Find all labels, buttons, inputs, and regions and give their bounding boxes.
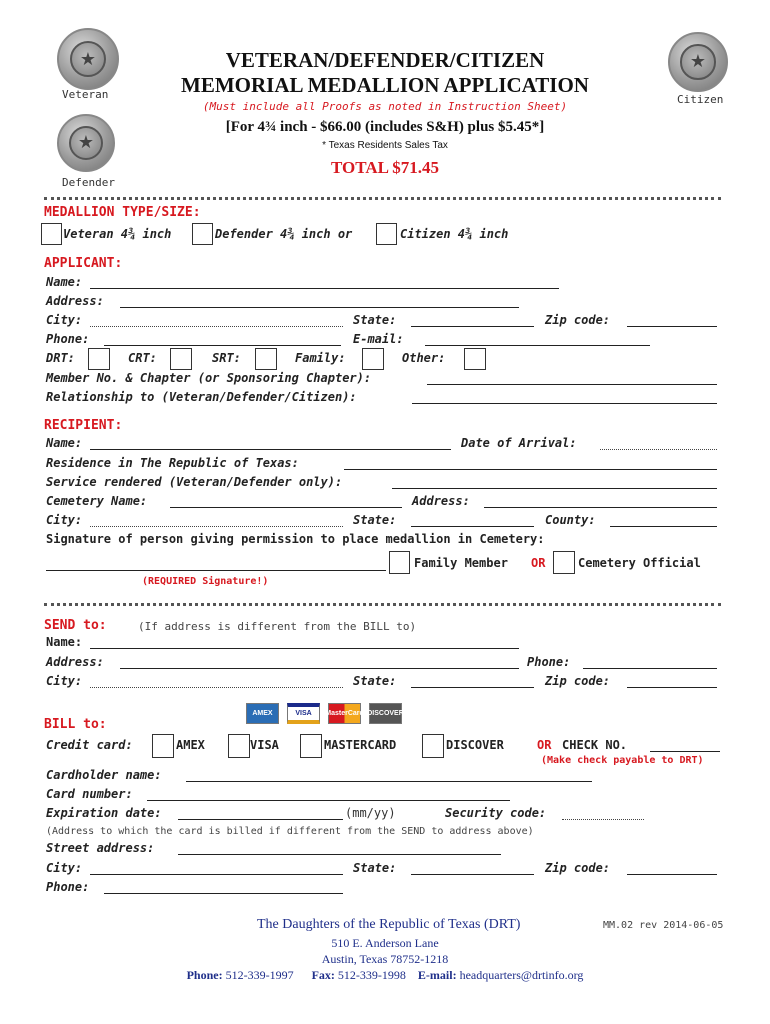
street-address-field[interactable] [178,854,501,855]
mastercard-logo-icon: MasterCard [328,703,361,724]
arrival-label: Date of Arrival: [461,436,577,450]
credit-card-label: Credit card: [46,738,133,752]
visa-label: VISA [250,738,279,752]
billing-address-note: (Address to which the card is billed if different from the SEND to address above) [46,826,534,837]
amex-logo-icon: AMEX [246,703,279,724]
drt-label: DRT: [46,351,75,365]
footer-fax-label: Fax: [311,968,335,982]
expiration-field[interactable] [178,819,343,820]
discover-label: DISCOVER [446,738,504,752]
citizen-checkbox[interactable] [376,223,397,245]
signature-prompt: Signature of person giving permission to place medallion in Cemetery: [46,532,545,546]
bill-state-label: State: [353,861,397,875]
footer-city: Austin, Texas 78752-1218 [321,952,449,966]
citizen-seal-icon: ★ [668,32,728,92]
citizen-seal-caption: Citizen [677,93,724,106]
service-label: Service rendered (Veteran/Defender only): [46,475,343,489]
send-phone-label: Phone: [527,655,571,669]
check-no-field[interactable] [650,751,720,752]
veteran-option-label: Veteran 4¾ inch [63,227,172,241]
applicant-phone-label: Phone: [46,332,90,346]
applicant-state-field[interactable] [411,326,534,327]
required-signature-note: (REQUIRED Signature!) [142,576,269,587]
service-field[interactable] [392,488,717,489]
residence-label: Residence in The Republic of Texas: [46,456,299,470]
footer-email-label: E-mail: [417,968,457,982]
member-chapter-field[interactable] [427,384,717,385]
applicant-name-field[interactable] [90,288,559,289]
send-address-label: Address: [46,655,104,669]
send-city-field[interactable] [90,687,343,688]
medallion-heading: MEDALLION TYPE/SIZE: [44,205,201,220]
cemetery-name-field[interactable] [170,507,402,508]
family-label: Family: [295,351,346,365]
footer-phone: 512-339-1997 [225,968,294,982]
bill-heading: BILL to: [44,717,107,732]
applicant-zip-label: Zip code: [545,313,611,327]
relationship-label: Relationship to (Veteran/Defender/Citizen): [46,390,357,404]
send-name-label: Name: [46,635,83,649]
proofs-note: (Must include all Proofs as noted in Instruction Sheet) [202,100,568,113]
bill-zip-field[interactable] [627,874,717,875]
bill-city-field[interactable] [90,874,343,875]
cardholder-label: Cardholder name: [46,768,162,782]
footer-street: 510 E. Anderson Lane [331,936,439,950]
security-code-field[interactable] [562,819,644,820]
crt-checkbox[interactable] [170,348,192,370]
card-number-field[interactable] [147,800,510,801]
bill-zip-label: Zip code: [545,861,611,875]
veteran-seal-icon: ★ [57,28,119,90]
relationship-field[interactable] [412,403,717,404]
citizen-option-label: Citizen 4¾ inch [400,227,509,241]
price-line: [For 4¾ inch - $66.00 (includes S&H) plus $5.45*] [225,119,545,135]
recipient-city-field[interactable] [90,526,343,527]
veteran-seal-caption: Veteran [62,88,109,101]
defender-option-label: Defender 4¾ inch or [215,227,353,241]
applicant-phone-field[interactable] [104,345,341,346]
total-amount: TOTAL $71.45 [330,158,439,177]
recipient-state-field[interactable] [411,526,534,527]
arrival-field[interactable] [600,449,717,450]
recipient-city-label: City: [46,513,83,527]
family-member-label: Family Member [414,556,508,570]
defender-seal-icon: ★ [57,114,115,172]
footer-fax: 512-339-1998 [337,968,406,982]
send-name-field[interactable] [90,648,519,649]
crt-label: CRT: [128,351,157,365]
amex-checkbox[interactable] [152,734,174,758]
bill-phone-field[interactable] [104,893,343,894]
cemetery-name-label: Cemetery Name: [46,494,148,508]
applicant-email-label: E-mail: [353,332,404,346]
footer-email[interactable]: headquarters@drtinfo.org [459,968,584,982]
expiration-label: Expiration date: [46,806,162,820]
family-member-checkbox[interactable] [389,551,410,574]
applicant-city-field[interactable] [90,326,343,327]
defender-checkbox[interactable] [192,223,213,245]
recipient-heading: RECIPIENT: [44,418,123,433]
security-code-label: Security code: [445,806,547,820]
county-label: County: [545,513,596,527]
form-title-line2: MEMORIAL MEDALLION APPLICATION [181,73,589,97]
other-checkbox[interactable] [464,348,486,370]
check-payable-note: (Make check payable to DRT) [541,755,704,766]
applicant-email-field[interactable] [425,345,650,346]
footer-phone-label: Phone: [186,968,223,982]
cemetery-address-field[interactable] [484,507,717,508]
send-note: (If address is different from the BILL to) [138,620,417,633]
or-label: OR [531,556,546,570]
footer-org: The Daughters of the Republic of Texas (DRT) [257,917,521,932]
applicant-zip-field[interactable] [627,326,717,327]
srt-checkbox[interactable] [255,348,277,370]
bill-phone-label: Phone: [46,880,90,894]
mastercard-checkbox[interactable] [300,734,322,758]
bill-city-label: City: [46,861,83,875]
recipient-state-label: State: [353,513,397,527]
applicant-city-label: City: [46,313,83,327]
defender-seal-caption: Defender [62,176,115,189]
other-label: Other: [402,351,446,365]
bill-state-field[interactable] [411,874,534,875]
footer-contact [0,968,770,983]
member-chapter-label: Member No. & Chapter (or Sponsoring Chapter): [46,371,372,385]
applicant-heading: APPLICANT: [44,256,123,271]
mastercard-label: MASTERCARD [324,738,397,752]
check-no-label: CHECK NO. [562,738,628,752]
send-heading: SEND to: [44,618,107,633]
residence-field[interactable] [344,469,717,470]
cemetery-address-label: Address: [412,494,470,508]
divider-middle [44,603,721,606]
cemetery-official-checkbox[interactable] [553,551,575,574]
recipient-name-field[interactable] [90,449,451,450]
discover-checkbox[interactable] [422,734,444,758]
signature-field[interactable] [46,570,386,571]
applicant-address-label: Address: [46,294,104,308]
check-or-label: OR [537,738,552,752]
mmyy-hint: (mm/yy) [345,806,396,820]
divider-top [44,197,721,200]
send-city-label: City: [46,674,83,688]
srt-label: SRT: [212,351,241,365]
county-field[interactable] [610,526,717,527]
applicant-address-field[interactable] [120,307,519,308]
family-checkbox[interactable] [362,348,384,370]
veteran-checkbox[interactable] [41,223,62,245]
applicant-state-label: State: [353,313,397,327]
drt-checkbox[interactable] [88,348,110,370]
send-state-field[interactable] [411,687,534,688]
cemetery-official-label: Cemetery Official [578,556,701,570]
send-address-field[interactable] [120,668,519,669]
tax-note: * Texas Residents Sales Tax [322,140,448,151]
card-number-label: Card number: [46,787,133,801]
form-title-line1: VETERAN/DEFENDER/CITIZEN [225,48,545,72]
amex-label: AMEX [176,738,205,752]
send-state-label: State: [353,674,397,688]
footer-revision: MM.02 rev 2014-06-05 [603,920,724,931]
discover-logo-icon: DISCOVER [369,703,402,724]
applicant-name-label: Name: [46,275,83,289]
send-phone-field[interactable] [583,668,717,669]
send-zip-label: Zip code: [545,674,611,688]
cardholder-field[interactable] [186,781,592,782]
visa-logo-icon: VISA [287,703,320,724]
visa-checkbox[interactable] [228,734,250,758]
send-zip-field[interactable] [627,687,717,688]
street-address-label: Street address: [46,841,155,855]
recipient-name-label: Name: [46,436,83,450]
